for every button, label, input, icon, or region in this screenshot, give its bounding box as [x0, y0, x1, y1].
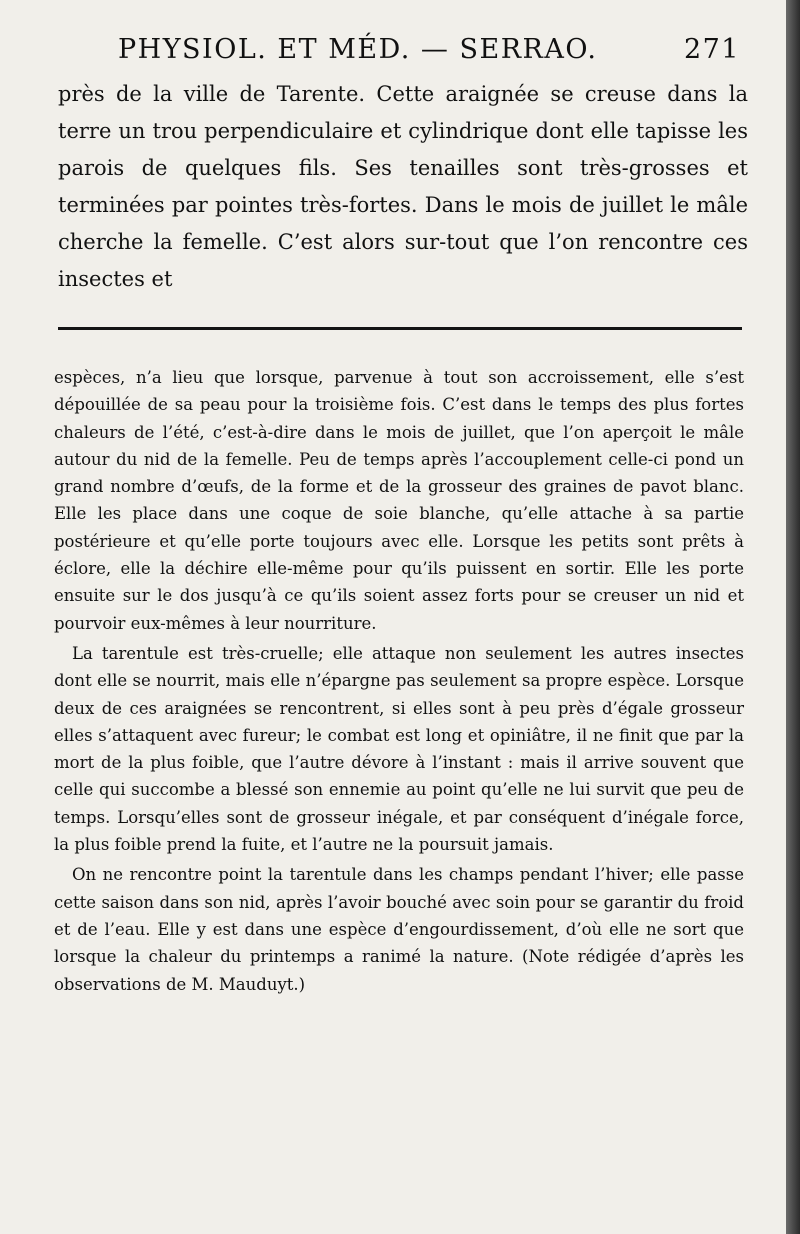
- main-paragraph: près de la ville de Tarente. Cette araignée se creuse dans la terre un trou perpendiculaire et cylindrique dont elle tapisse les parois de quelques fils. Ses tenailles sont très-grosses et terminées par pointes très-fortes. Dans le mois de juillet le mâle cherche la femelle. C’est alors sur-tout que l’on rencontre ces insectes et: [58, 82, 748, 291]
- page-number: 271: [683, 34, 740, 65]
- main-text-block: [58, 76, 748, 298]
- running-title: PHYSIOL. ET MÉD. — SERRAO.: [118, 34, 598, 65]
- footnote-paragraph-1: espèces, n’a lieu que lorsque, parvenue à tout son accroissement, elle s’est dépouillée de sa peau pour la troisième fois. C’est dans le temps des plus fortes chaleurs de l’été, c’est-à-dire dans le mois de juillet, que l’on aperçoit le mâle autour du nid de la femelle. Peu de temps après l’accouplement celle-ci pond un grand nombre d’œufs, de la forme et de la grosseur des graines de pavot blanc. Elle les place dans une coque de soie blanche, qu’elle attache à sa partie postérieure et qu’elle porte toujours avec elle. Lorsque les petits sont prêts à éclore, elle la déchire elle-même pour qu’ils puissent en sortir. Elle les porte ensuite sur le dos jusqu’à ce qu’ils soient assez forts pour se creuser un nid et pourvoir eux-mêmes à leur nourriture.: [54, 368, 744, 633]
- footnote-divider: [58, 327, 742, 330]
- footnote-paragraph-3: On ne rencontre point la tarentule dans les champs pendant l’hiver; elle passe cette saison dans son nid, après l’avoir bouché avec soin pour se garantir du froid et de l’eau. Elle y est dans une espèce d’engourdissement, d’où elle ne sort que lorsque la chaleur du printemps a ranimé la nature. (Note rédigée d’après les observations de M. Mauduyt.): [54, 865, 744, 994]
- book-spine-edge: [786, 0, 800, 1234]
- running-header: [118, 34, 740, 65]
- footnote-block: [54, 364, 744, 998]
- footnote-paragraph-2: La tarentule est très-cruelle; elle attaque non seulement les autres insectes dont elle se nourrit, mais elle n’épargne pas seulement sa propre espèce. Lorsque deux de ces araignées se rencontrent, si elles sont à peu près d’égale grosseur elles s’attaquent avec fureur; le combat est long et opiniâtre, il ne finit que par la mort de la plus foible, que l’autre dévore à l’instant : mais il arrive souvent que celle qui succombe a blessé son ennemie au point qu’elle ne lui survit que peu de temps. Lorsqu’elles sont de grosseur inégale, et par conséquent d’inégale force, la plus foible prend la fuite, et l’autre ne la poursuit jamais.: [54, 643, 744, 855]
